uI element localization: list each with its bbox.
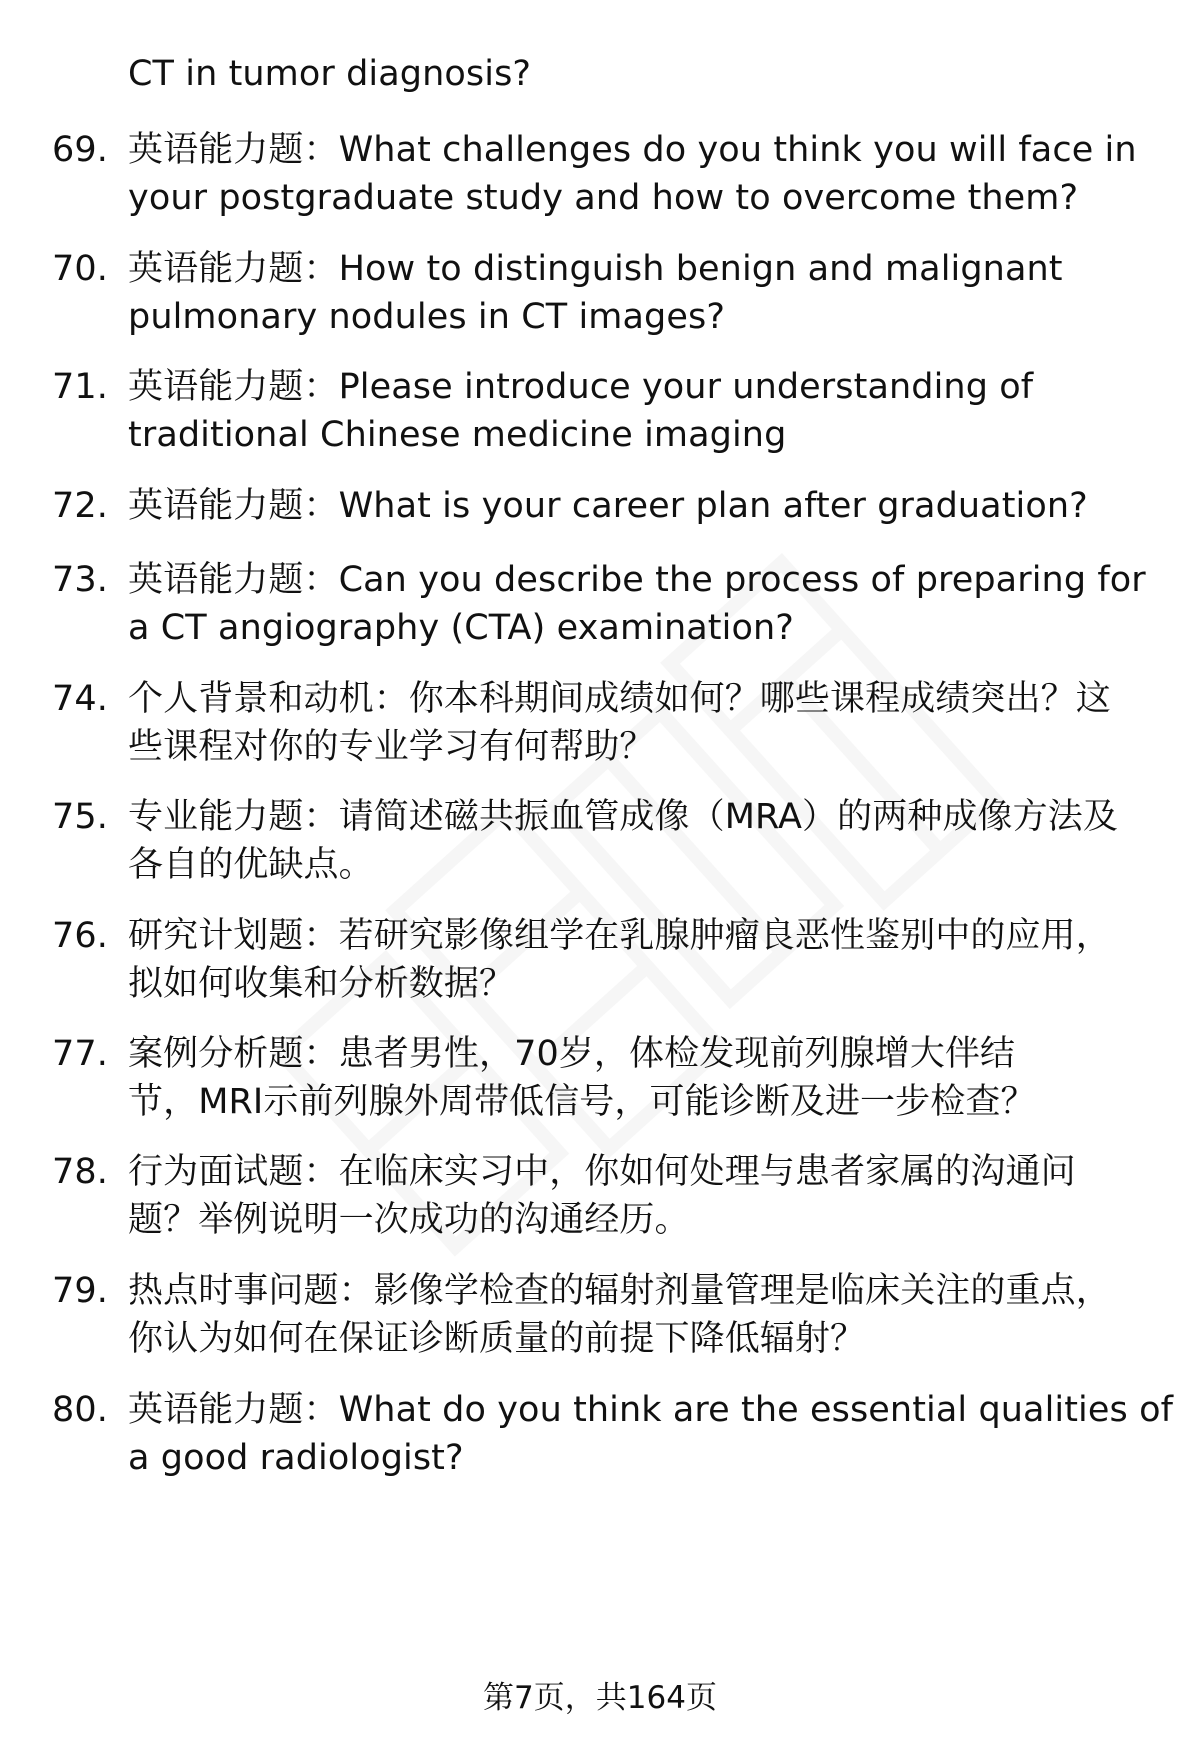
item-number: 73.	[52, 560, 108, 600]
item-number: 80.	[52, 1390, 108, 1430]
text-line: 英语能力题：How to distinguish benign and malignant	[128, 249, 1063, 289]
text-line: a good radiologist?	[128, 1438, 464, 1478]
item-number: 69.	[52, 130, 108, 170]
text-line: 专业能力题：请简述磁共振血管成像（MRA）的两种成像方法及	[128, 797, 1118, 837]
item-number: 77.	[52, 1034, 108, 1074]
text-line: 节，MRI示前列腺外周带低信号，可能诊断及进一步检查？	[128, 1082, 1036, 1122]
text-line: 英语能力题：What is your career plan after graduation?	[128, 486, 1088, 526]
text-line: 你认为如何在保证诊断质量的前提下降低辐射？	[128, 1319, 866, 1359]
page-footer: 第7页，共164页	[483, 1680, 717, 1716]
item-number: 70.	[52, 249, 108, 289]
text-line: 热点时事问题：影像学检查的辐射剂量管理是临床关注的重点，	[128, 1271, 1111, 1311]
text-line: 个人背景和动机：你本科期间成绩如何？哪些课程成绩突出？这	[128, 679, 1111, 719]
text-line: 英语能力题：What do you think are the essential qualities of	[128, 1390, 1174, 1430]
item-number: 79.	[52, 1271, 108, 1311]
text-line: 英语能力题：Can you describe the process of preparing for	[128, 560, 1146, 600]
text-line: traditional Chinese medicine imaging	[128, 415, 787, 455]
item-number: 72.	[52, 486, 108, 526]
text-line: 行为面试题：在临床实习中，你如何处理与患者家属的沟通问	[128, 1152, 1076, 1192]
item-number: 78.	[52, 1152, 108, 1192]
item-number: 76.	[52, 916, 108, 956]
text-line: 英语能力题：Please introduce your understanding of	[128, 367, 1034, 407]
text-line: 研究计划题：若研究影像组学在乳腺肿瘤良恶性鉴别中的应用，	[128, 916, 1111, 956]
text-line: pulmonary nodules in CT images?	[128, 297, 726, 337]
item-number: 75.	[52, 797, 108, 837]
text-line: 题？举例说明一次成功的沟通经历。	[128, 1200, 690, 1240]
item-number: 71.	[52, 367, 108, 407]
text-line: CT in tumor diagnosis?	[128, 54, 532, 94]
text-line: 案例分析题：患者男性，70岁，体检发现前列腺增大伴结	[128, 1034, 1016, 1074]
item-number: 74.	[52, 679, 108, 719]
text-line: a CT angiography (CTA) examination?	[128, 608, 794, 648]
text-line: 拟如何收集和分析数据？	[128, 964, 515, 1004]
text-line: 些课程对你的专业学习有何帮助？	[128, 727, 655, 767]
text-line: 英语能力题：What challenges do you think you will face in	[128, 130, 1137, 170]
text-line: your postgraduate study and how to overcome them?	[128, 178, 1079, 218]
text-line: 各自的优缺点。	[128, 845, 374, 885]
